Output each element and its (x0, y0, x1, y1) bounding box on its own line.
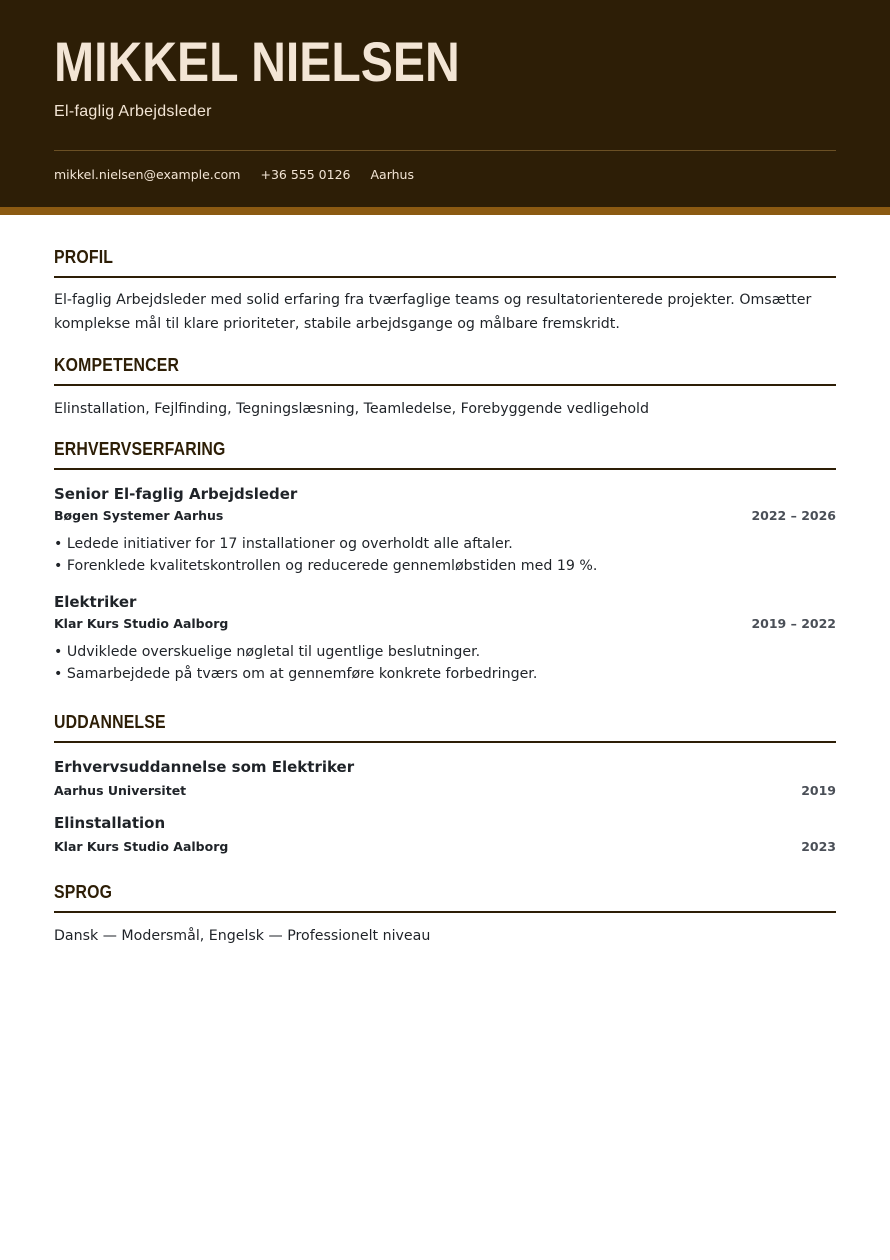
profile-section (54, 247, 836, 336)
job-meta (54, 616, 836, 631)
job-company: Klar Kurs Studio Aalborg (54, 616, 229, 631)
education-title: Elinstallation (54, 814, 166, 832)
section-rule (54, 741, 836, 743)
experience-section (54, 439, 836, 685)
section-heading-skills: KOMPETENCER (54, 355, 180, 375)
header-divider (54, 150, 836, 151)
languages-text: Dansk — Modersmål, Engelsk — Professionelt niveau (54, 928, 431, 944)
education-year: 2019 (801, 783, 836, 798)
job-bullets (54, 641, 836, 685)
education-entry (54, 758, 836, 798)
education-school: Klar Kurs Studio Aalborg (54, 839, 229, 854)
skills-text: Elinstallation, Fejlfinding, Tegningslæsning, Teamledelse, Forebyggende vedligehold (54, 401, 649, 417)
job-dates: 2022 – 2026 (751, 508, 836, 523)
job-bullet: • Ledede initiativer for 17 installationer og overholdt alle aftaler. (54, 533, 836, 555)
job-title: Senior El-faglig Arbejdsleder (54, 485, 298, 503)
section-rule (54, 468, 836, 470)
job-company: Bøgen Systemer Aarhus (54, 508, 224, 523)
education-meta (54, 839, 836, 854)
header-band (0, 0, 890, 207)
skills-section (54, 355, 836, 421)
job-title: Elektriker (54, 593, 137, 611)
job-meta (54, 508, 836, 523)
contact-line (54, 167, 414, 182)
job-entry (54, 485, 836, 577)
section-heading-profile: PROFIL (54, 247, 114, 267)
job-bullets (54, 533, 836, 577)
job-bullet: • Forenklede kvalitetskontrollen og reducerede gennemløbstiden med 19 %. (54, 555, 836, 577)
education-year: 2023 (801, 839, 836, 854)
header-accent-bar (0, 207, 890, 215)
profile-text: El-faglig Arbejdsleder med solid erfaring fra tværfaglige teams og resultatorienterede projekter. Omsætter komplekse mål til klare prioriteter, stabile arbejdsgange og målbare fremskridt. (54, 292, 812, 332)
education-entry (54, 814, 836, 854)
candidate-name: MIKKEL NIELSEN (54, 30, 460, 93)
education-meta (54, 783, 836, 798)
section-heading-languages: SPROG (54, 882, 113, 902)
contact-phone[interactable]: +36 555 0126 (260, 167, 351, 182)
section-rule (54, 276, 836, 278)
contact-email[interactable]: mikkel.nielsen@example.com (54, 167, 241, 182)
job-bullet: • Samarbejdede på tværs om at gennemføre konkrete forbedringer. (54, 663, 836, 685)
section-rule (54, 911, 836, 913)
education-section (54, 712, 836, 854)
job-bullet: • Udviklede overskuelige nøgletal til ugentlige beslutninger. (54, 641, 836, 663)
job-entry (54, 593, 836, 685)
contact-city: Aarhus (370, 167, 414, 182)
section-heading-education: UDDANNELSE (54, 712, 166, 732)
candidate-title: El-faglig Arbejdsleder (54, 103, 212, 120)
resume-header (0, 0, 890, 215)
section-rule (54, 384, 836, 386)
job-dates: 2019 – 2022 (751, 616, 836, 631)
education-title: Erhvervsuddannelse som Elektriker (54, 758, 355, 776)
languages-section (54, 882, 836, 948)
section-heading-experience: ERHVERVSERFARING (54, 439, 226, 459)
education-school: Aarhus Universitet (54, 783, 187, 798)
